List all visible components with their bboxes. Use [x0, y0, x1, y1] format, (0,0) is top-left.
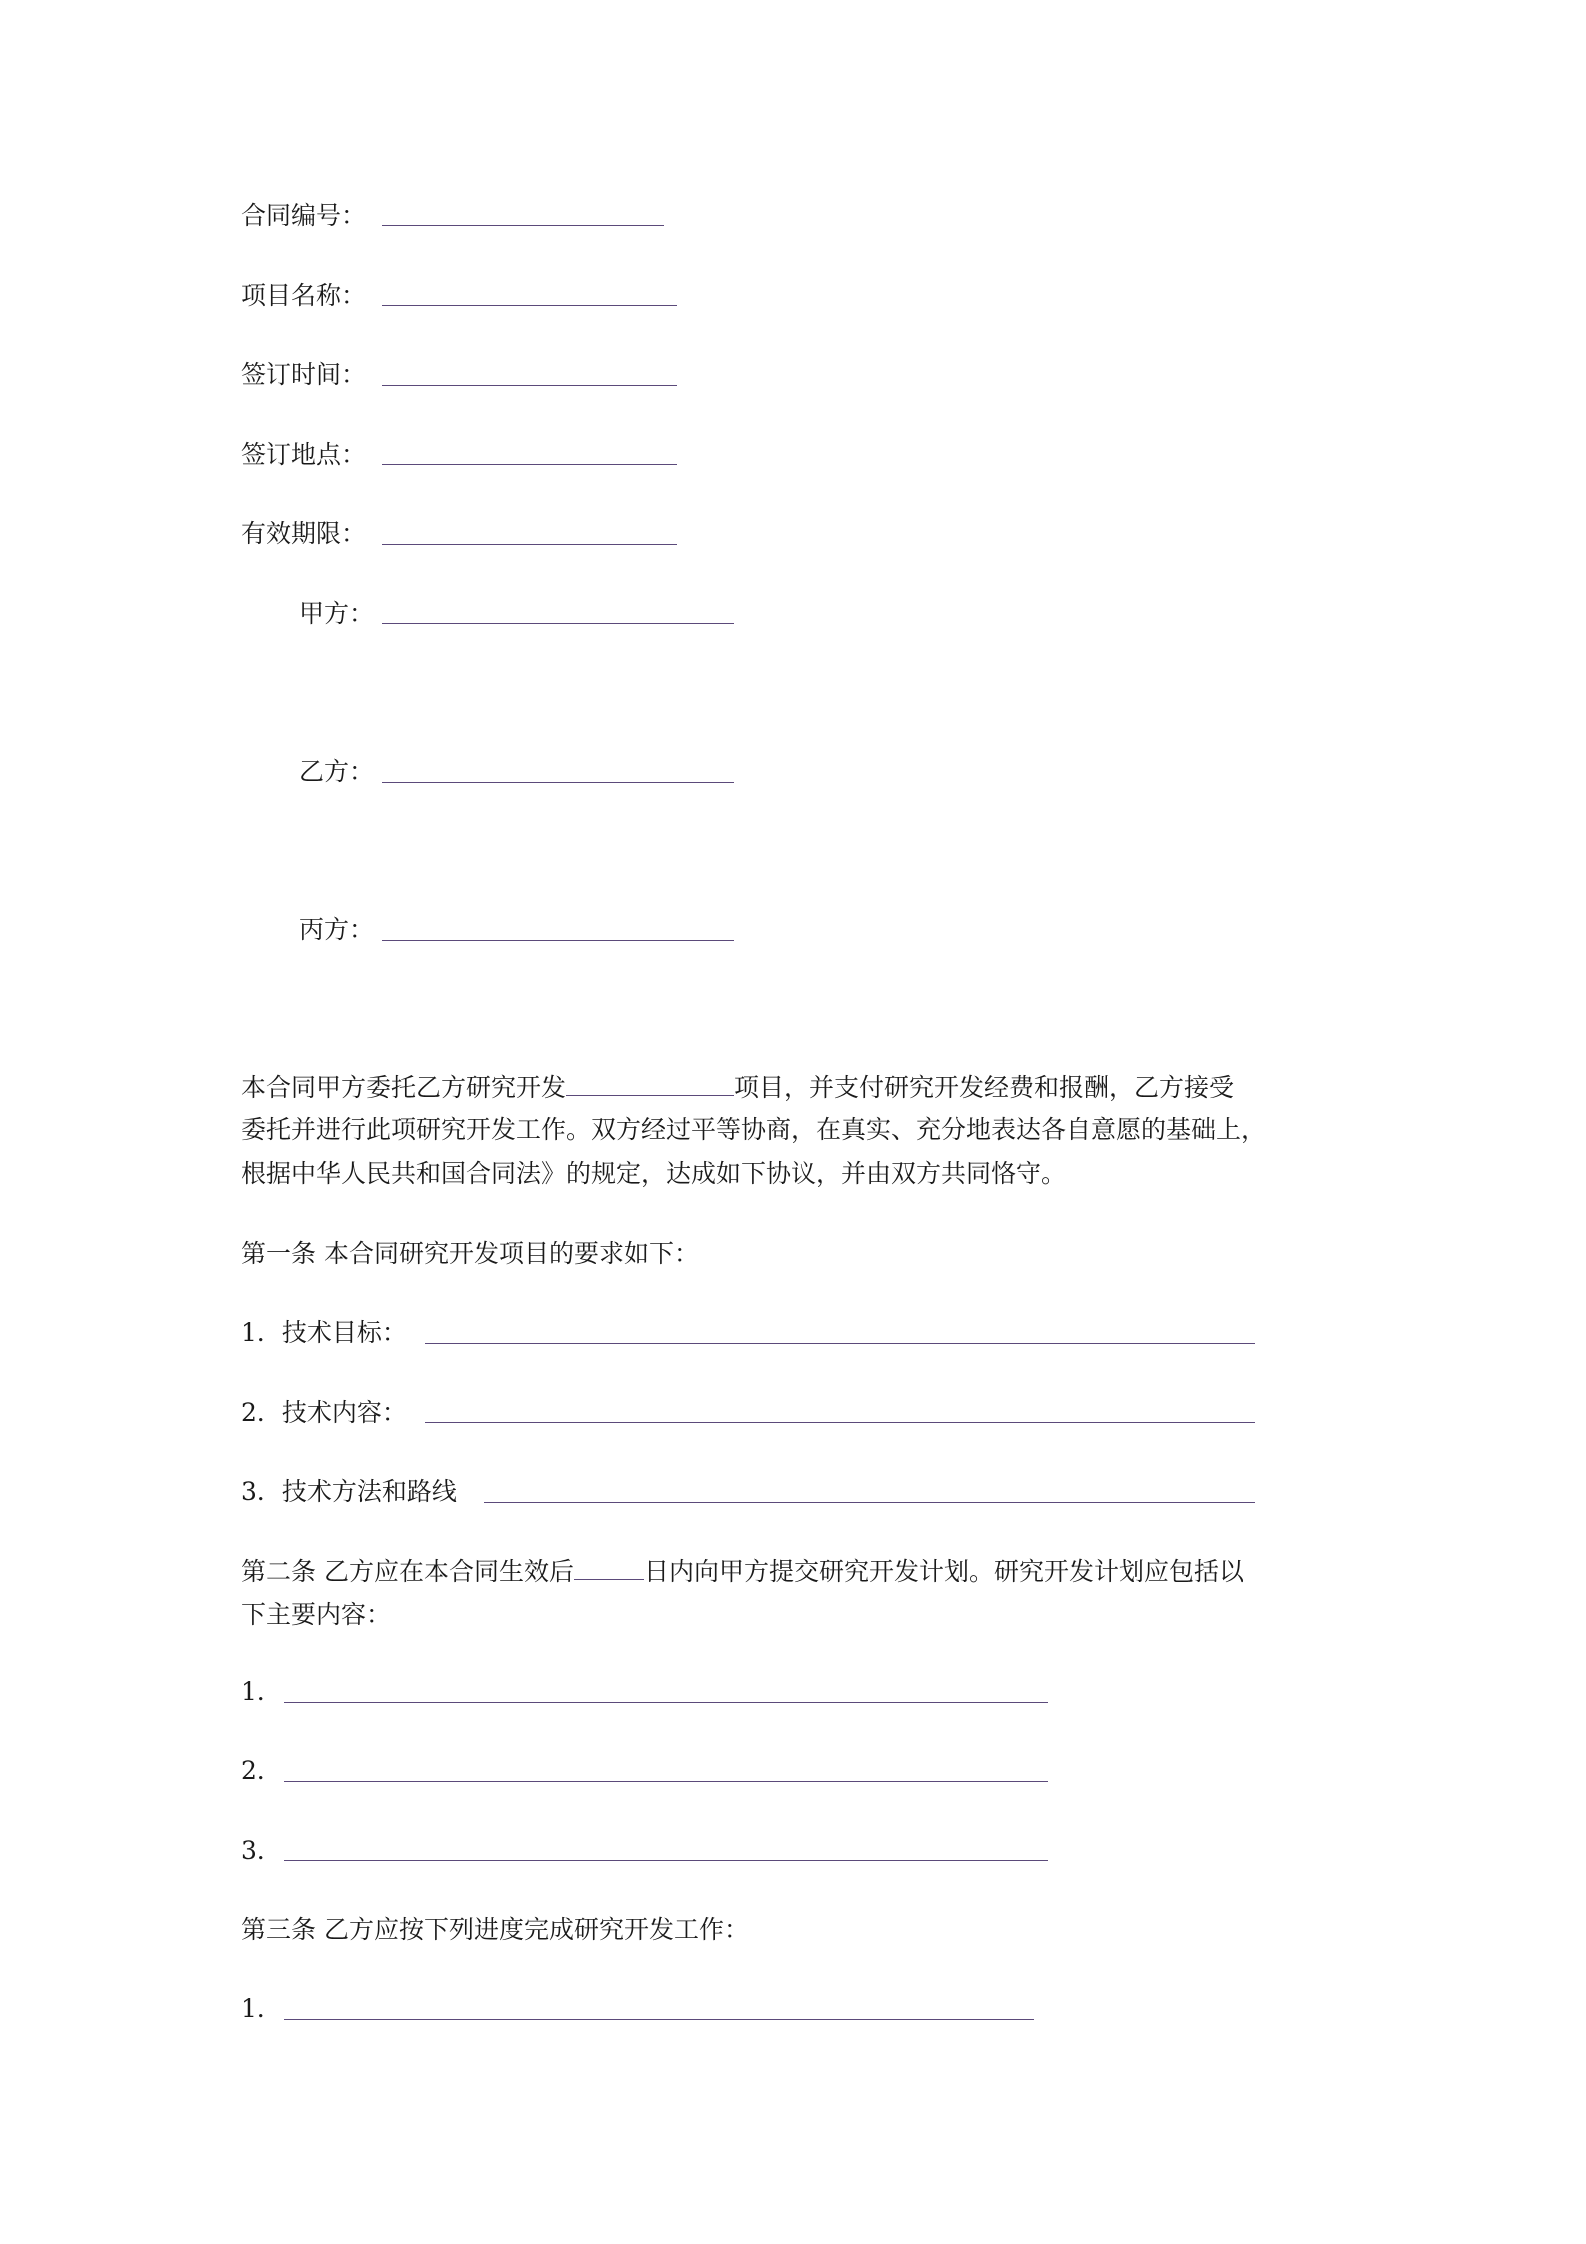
intro-project-blank[interactable]: [566, 1067, 734, 1096]
project-name-blank[interactable]: [382, 305, 677, 306]
party-b-blank[interactable]: [382, 782, 734, 783]
intro-line-2: 委托并进行此项研究开发工作。双方经过平等协商，在真实、充分地表达各自意愿的基础上，: [241, 1115, 1267, 1144]
article2-item-3-label: 3．: [241, 1836, 282, 1865]
article1-item-1-label: 1．技术目标：: [241, 1318, 407, 1347]
article3-item-1-blank[interactable]: [284, 2019, 1034, 2020]
article1-item-2-label: 2．技术内容：: [241, 1398, 407, 1427]
article2-item-3-blank[interactable]: [284, 1860, 1048, 1861]
party-c-blank[interactable]: [382, 940, 734, 941]
article2-item-1-blank[interactable]: [284, 1702, 1048, 1703]
intro-text-1: 本合同甲方委托乙方研究开发: [241, 1073, 567, 1102]
article3-item-1-label: 1．: [241, 1994, 282, 2023]
signing-place-label: 签订地点：: [241, 440, 367, 469]
party-c-label: 丙方：: [299, 915, 375, 944]
article1-title: 第一条 本合同研究开发项目的要求如下：: [241, 1239, 699, 1268]
article1-item-3-blank[interactable]: [484, 1502, 1255, 1503]
project-name-label: 项目名称：: [241, 281, 367, 310]
intro-text-2: 项目，并支付研究开发经费和报酬，乙方接受: [734, 1073, 1235, 1102]
validity-label: 有效期限：: [241, 519, 367, 548]
intro-line-3: 根据中华人民共和国合同法》的规定，达成如下协议，并由双方共同恪守。: [241, 1159, 1067, 1188]
contract-number-blank[interactable]: [382, 225, 664, 226]
article1-item-1-blank[interactable]: [425, 1343, 1255, 1344]
signing-place-blank[interactable]: [382, 464, 677, 465]
party-a-blank[interactable]: [382, 623, 734, 624]
party-a-label: 甲方：: [299, 599, 375, 628]
article2-line-2: 下主要内容：: [241, 1600, 392, 1629]
article2-item-2-blank[interactable]: [284, 1781, 1048, 1782]
article2-item-1-label: 1．: [241, 1677, 282, 1706]
validity-blank[interactable]: [382, 544, 677, 545]
article2-text-2: 日内向甲方提交研究开发计划。研究开发计划应包括以: [643, 1557, 1244, 1586]
contract-number-label: 合同编号：: [241, 201, 367, 230]
article2-line-1: [241, 1551, 1244, 1592]
party-b-label: 乙方：: [299, 757, 375, 786]
signing-date-blank[interactable]: [382, 385, 677, 386]
article1-item-2-blank[interactable]: [425, 1422, 1255, 1423]
article2-text-1: 第二条 乙方应在本合同生效后: [241, 1557, 574, 1586]
article2-days-blank[interactable]: [574, 1551, 644, 1580]
article3-title: 第三条 乙方应按下列进度完成研究开发工作：: [241, 1915, 749, 1944]
intro-line-1: [241, 1067, 1234, 1108]
article1-item-3-label: 3．技术方法和路线: [241, 1477, 457, 1506]
article2-item-2-label: 2．: [241, 1756, 282, 1785]
signing-date-label: 签订时间：: [241, 360, 367, 389]
